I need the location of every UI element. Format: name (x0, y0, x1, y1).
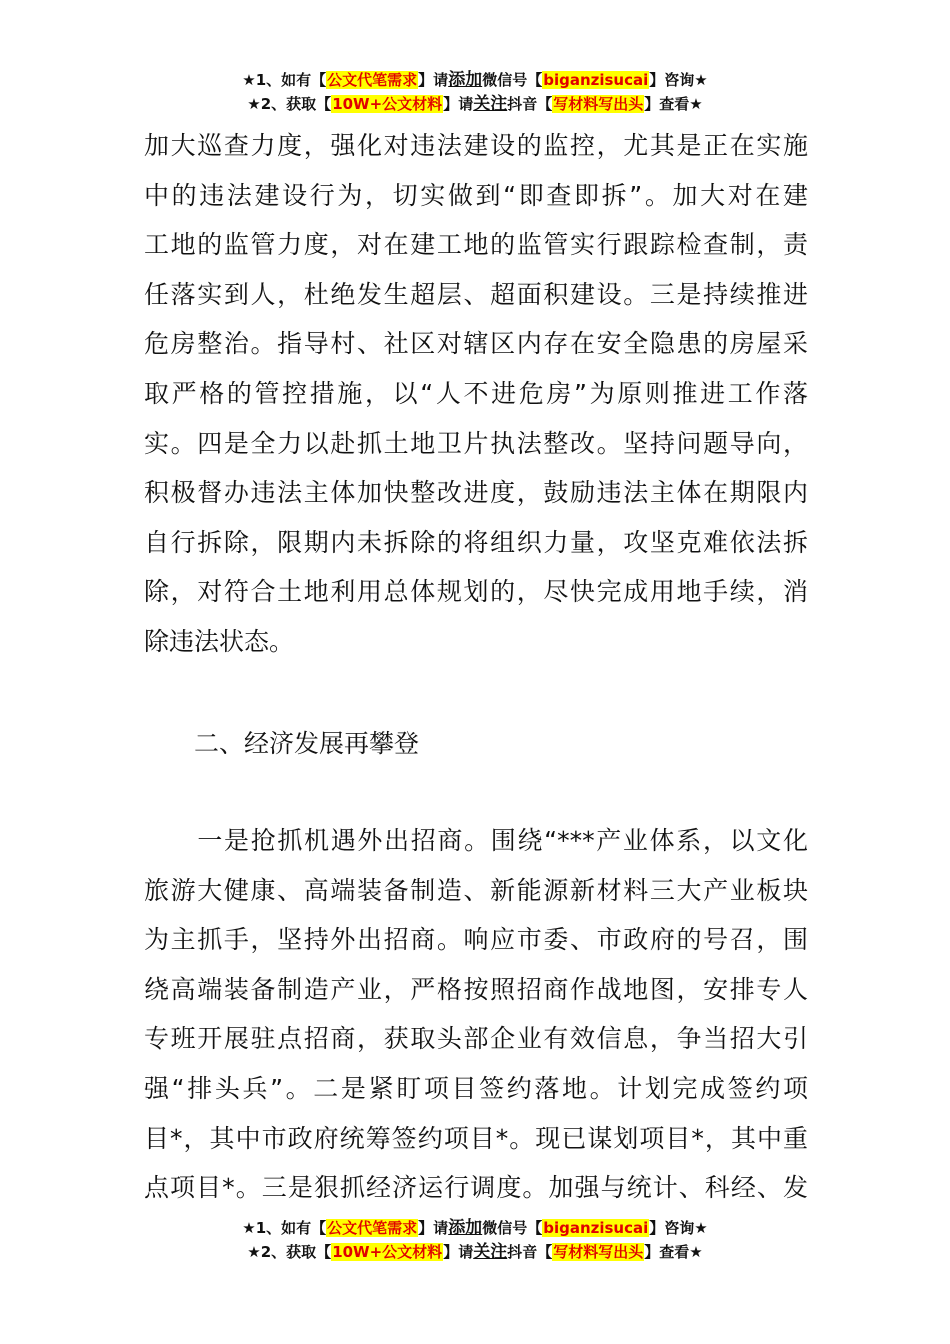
banner-text: 】咨询★ (649, 1219, 708, 1237)
banner-line-1 (0, 68, 950, 92)
banner-highlight: 写材料写出头 (553, 1243, 644, 1261)
text-line: 为主抓手，坚持外出招商。响应市委、市政府的号召，围 (144, 925, 808, 955)
banner-highlight: biganzisucai (543, 1219, 649, 1237)
text-line: 目*，其中市政府统筹签约项目*。现已谋划项目*，其中重 (144, 1123, 808, 1153)
banner-text: 微信号【 (482, 71, 543, 89)
text-line: 积极督办违法主体加快整改进度，鼓励违法主体在期限内 (144, 478, 808, 508)
text-line: 任落实到人，杜绝发生超层、超面积建设。三是持续推进 (144, 279, 808, 309)
banner-line-2 (0, 1240, 950, 1264)
banner-text: 】请 (418, 71, 449, 89)
text-line: 专班开展驻点招商，获取头部企业有效信息，争当招大引 (144, 1024, 808, 1054)
text-line: 一是抢抓机遇外出招商。围绕“***产业体系，以文化 (144, 826, 808, 855)
text-line: 工地的监管力度，对在建工地的监管实行跟踪检查制，责 (144, 230, 808, 260)
banner-text: 】查看★ (644, 95, 703, 113)
banner-highlight: 公文代笔需求 (327, 71, 418, 89)
banner-text: 】请 (443, 1243, 474, 1261)
text-line: 点项目*。三是狠抓经济运行调度。加强与统计、科经、发 (144, 1173, 808, 1203)
banner-highlight: 公文代笔需求 (327, 1219, 418, 1237)
banner-highlight: biganzisucai (543, 71, 649, 89)
text-line: 中的违法建设行为，切实做到“即查即拆”。加大对在建 (144, 180, 808, 210)
text-line: 旅游大健康、高端装备制造、新能源新材料三大产业板块 (144, 875, 808, 905)
banner-text: ★2、获取【 (247, 95, 332, 113)
banner-text: ★1、如有【 (242, 1219, 327, 1237)
banner-text: 】咨询★ (649, 71, 708, 89)
text-line: 除违法状态。 (144, 626, 295, 656)
banner-text: 微信号【 (482, 1219, 543, 1237)
text-line: 除，对符合土地利用总体规划的，尽快完成用地手续，消 (144, 577, 808, 607)
header-banner (0, 68, 950, 116)
text-line: 强“排头兵”。二是紧盯项目签约落地。计划完成签约项 (144, 1073, 808, 1103)
banner-text: 】请 (443, 95, 474, 113)
banner-text: 】请 (418, 1219, 449, 1237)
banner-text: ★1、如有【 (242, 71, 327, 89)
text-line: 加大巡查力度，强化对违法建设的监控，尤其是正在实施 (144, 131, 808, 160)
paragraph-continued (144, 121, 808, 667)
footer-banner (0, 1216, 950, 1264)
banner-line-2 (0, 92, 950, 116)
text-line: 取严格的管控措施，以“人不进危房”为原则推进工作落 (144, 378, 808, 408)
banner-text: 】查看★ (644, 1243, 703, 1261)
text-line: 绕高端装备制造产业，严格按照招商作战地图，安排专人 (144, 974, 808, 1004)
text-line: 实。四是全力以赴抓土地卫片执法整改。坚持问题导向， (144, 428, 808, 458)
text-line: 自行拆除，限期内未拆除的将组织力量，攻坚克难依法拆 (144, 527, 808, 557)
banner-highlight: 写材料写出头 (553, 95, 644, 113)
banner-text: 抖音【 (507, 1243, 553, 1261)
banner-underlined-text: 关注 (473, 94, 508, 114)
banner-highlight: 10W+公文材料 (332, 95, 443, 113)
banner-underlined-text: 添加 (448, 1218, 483, 1238)
paragraph (144, 816, 808, 1213)
banner-line-1 (0, 1216, 950, 1240)
banner-underlined-text: 关注 (473, 1242, 508, 1262)
banner-underlined-text: 添加 (448, 70, 483, 90)
banner-text: 抖音【 (507, 95, 553, 113)
banner-highlight: 10W+公文材料 (332, 1243, 443, 1261)
text-line: 危房整治。指导村、社区对辖区内存在安全隐患的房屋采 (144, 329, 808, 359)
banner-text: ★2、获取【 (247, 1243, 332, 1261)
section-heading: 二、经济发展再攀登 (194, 729, 420, 758)
